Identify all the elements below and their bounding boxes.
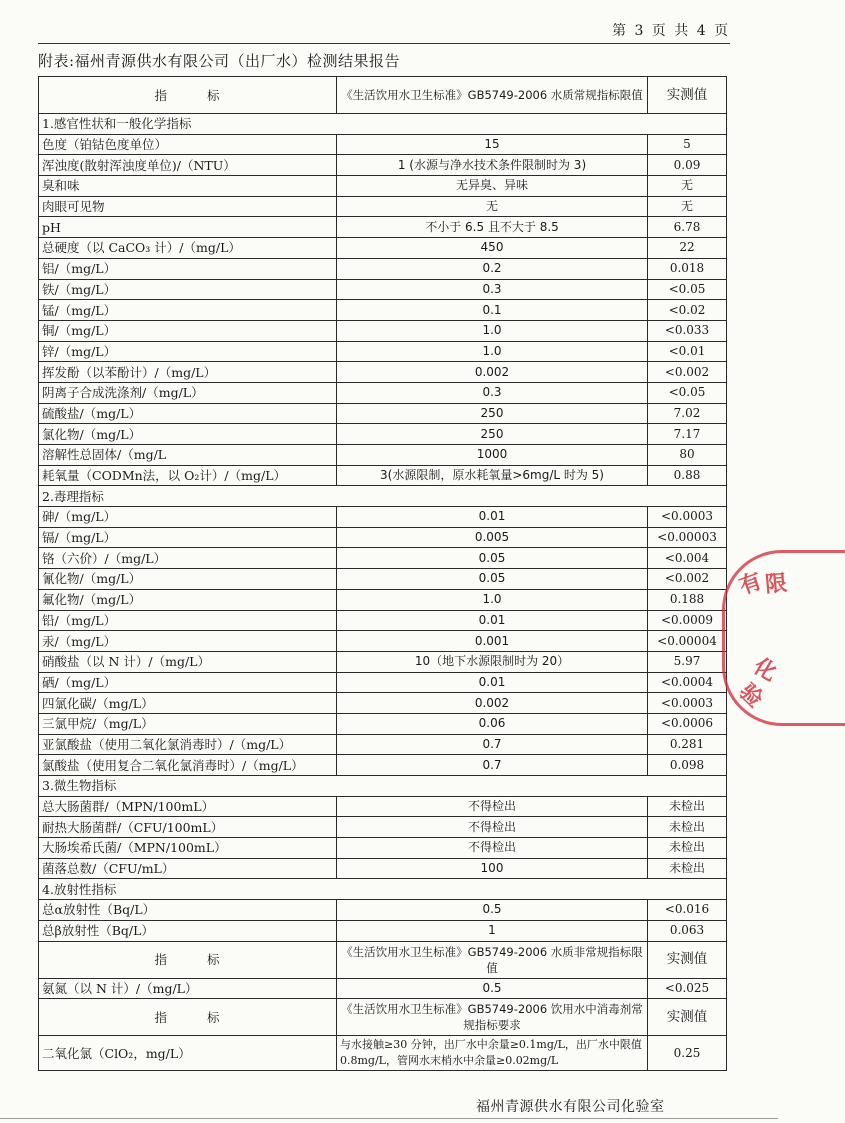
table-row <box>39 176 727 197</box>
limit-cell: 1.0 <box>337 320 648 341</box>
measured-cell: 5 <box>648 134 727 155</box>
indicator-cell: 氯化物/（mg/L） <box>39 424 337 445</box>
indicator-cell: 总硬度（以 CaCO₃ 计）/（mg/L） <box>39 238 337 259</box>
indicator-cell: 溶解性总固体/（mg/L <box>39 445 337 466</box>
limit-cell: 0.2 <box>337 258 648 279</box>
indicator-cell: 菌落总数/（CFU/mL） <box>39 858 337 879</box>
indicator-cell: 铜/（mg/L） <box>39 320 337 341</box>
indicator-cell: 四氯化碳/（mg/L） <box>39 693 337 714</box>
measured-cell: 未检出 <box>648 838 727 859</box>
table-row <box>39 465 727 486</box>
header-indicator: 指 标 <box>39 77 337 114</box>
limit-cell: 15 <box>337 134 648 155</box>
measured-cell: 6.78 <box>648 217 727 238</box>
limit-cell: 1 (水源与净水技术条件限制时为 3) <box>337 155 648 176</box>
indicator-cell: 指 标 <box>39 999 337 1036</box>
limit-cell: 250 <box>337 424 648 445</box>
table-row <box>39 796 727 817</box>
limit-cell: 0.1 <box>337 300 648 321</box>
measured-cell: <0.01 <box>648 341 727 362</box>
measured-cell: <0.05 <box>648 279 727 300</box>
indicator-cell: 色度（铂钴色度单位） <box>39 134 337 155</box>
limit-cell: 与水接触≥30 分钟，出厂水中余量≥0.1mg/L，出厂水中限值 0.8mg/L，管网水末梢水中余量≥0.02mg/L <box>337 1036 648 1071</box>
table-row <box>39 755 727 776</box>
table-header-row <box>39 77 727 114</box>
measured-cell: <0.00003 <box>648 527 727 548</box>
table-row <box>39 258 727 279</box>
measured-cell: <0.002 <box>648 569 727 590</box>
measured-cell: 实测值 <box>648 941 727 978</box>
measured-cell: 0.25 <box>648 1036 727 1071</box>
category-row <box>39 486 727 507</box>
limit-cell: 450 <box>337 238 648 259</box>
limit-cell: 0.7 <box>337 734 648 755</box>
limit-cell: 《生活饮用水卫生标准》GB5749-2006 水质非常规指标限值 <box>337 941 648 978</box>
table-row <box>39 238 727 259</box>
table-row <box>39 817 727 838</box>
limit-cell: 1.0 <box>337 341 648 362</box>
indicator-cell: 铝/（mg/L） <box>39 258 337 279</box>
measured-cell: <0.0003 <box>648 693 727 714</box>
measured-cell: 0.098 <box>648 755 727 776</box>
measured-cell: <0.00004 <box>648 631 727 652</box>
table-row <box>39 217 727 238</box>
indicator-cell: 铁/（mg/L） <box>39 279 337 300</box>
table-row <box>39 569 727 590</box>
indicator-cell: 总β放射性（Bq/L） <box>39 920 337 941</box>
limit-cell: 0.005 <box>337 527 648 548</box>
limit-cell: 0.3 <box>337 382 648 403</box>
table-row <box>39 978 727 999</box>
indicator-cell: 二氧化氯（ClO₂，mg/L） <box>39 1036 337 1071</box>
indicator-cell: 硒/（mg/L） <box>39 672 337 693</box>
results-table <box>38 76 727 1071</box>
measured-cell: 无 <box>648 176 727 197</box>
indicator-cell: 挥发酚（以苯酚计）/（mg/L） <box>39 362 337 383</box>
limit-cell: 1000 <box>337 445 648 466</box>
limit-cell: 0.002 <box>337 693 648 714</box>
measured-cell: 22 <box>648 238 727 259</box>
table-row <box>39 320 727 341</box>
category-row <box>39 114 727 135</box>
indicator-cell: 锌/（mg/L） <box>39 341 337 362</box>
table-row <box>39 589 727 610</box>
official-seal: 有 限 化 验 <box>722 550 845 726</box>
measured-cell: <0.033 <box>648 320 727 341</box>
indicator-cell: 氨氮（以 N 计）/（mg/L） <box>39 978 337 999</box>
limit-cell: 0.05 <box>337 548 648 569</box>
page-number: 第 3 页 共 4 页 <box>612 23 729 39</box>
table-row <box>39 713 727 734</box>
limit-cell: 不小于 6.5 且不大于 8.5 <box>337 217 648 238</box>
table-row <box>39 548 727 569</box>
category-label: 3.微生物指标 <box>39 776 727 797</box>
limit-cell: 《生活饮用水卫生标准》GB5749-2006 饮用水中消毒剂常规指标要求 <box>337 999 648 1036</box>
indicator-cell: 硫酸盐/（mg/L） <box>39 403 337 424</box>
measured-cell: 7.02 <box>648 403 727 424</box>
table-row <box>39 693 727 714</box>
category-label: 4.放射性指标 <box>39 879 727 900</box>
measured-cell: 未检出 <box>648 796 727 817</box>
limit-cell: 0.01 <box>337 610 648 631</box>
limit-cell: 1 <box>337 920 648 941</box>
measured-cell: 实测值 <box>648 999 727 1036</box>
footer-divider <box>0 1118 778 1119</box>
limit-cell: 无异臭、异味 <box>337 176 648 197</box>
table-row <box>39 631 727 652</box>
indicator-cell: 硝酸盐（以 N 计）/（mg/L） <box>39 651 337 672</box>
measured-cell: 0.063 <box>648 920 727 941</box>
table-row <box>39 196 727 217</box>
measured-cell: 0.281 <box>648 734 727 755</box>
limit-cell: 250 <box>337 403 648 424</box>
indicator-cell: 总α放射性（Bq/L） <box>39 900 337 921</box>
category-row <box>39 776 727 797</box>
indicator-cell: 耗氧量（CODMn法，以 O₂计）/（mg/L） <box>39 465 337 486</box>
limit-cell: 0.3 <box>337 279 648 300</box>
limit-cell: 不得检出 <box>337 838 648 859</box>
table-row <box>39 672 727 693</box>
limit-cell: 0.002 <box>337 362 648 383</box>
indicator-cell: 氟化物/（mg/L） <box>39 589 337 610</box>
measured-cell: 0.018 <box>648 258 727 279</box>
measured-cell: 未检出 <box>648 858 727 879</box>
measured-cell: <0.002 <box>648 362 727 383</box>
indicator-cell: 总大肠菌群/（MPN/100mL） <box>39 796 337 817</box>
measured-cell: <0.02 <box>648 300 727 321</box>
table-row <box>39 424 727 445</box>
header-measured: 实测值 <box>648 77 727 114</box>
measured-cell: <0.0003 <box>648 507 727 528</box>
category-label: 1.感官性状和一般化学指标 <box>39 114 727 135</box>
indicator-cell: 大肠埃希氏菌/（MPN/100mL） <box>39 838 337 859</box>
table-row <box>39 300 727 321</box>
measured-cell: <0.0004 <box>648 672 727 693</box>
limit-cell: 10（地下水源限制时为 20） <box>337 651 648 672</box>
lab-signature: 福州青源供水有限公司化验室 <box>476 1099 665 1115</box>
limit-cell: 1.0 <box>337 589 648 610</box>
header-divider <box>38 43 730 44</box>
measured-cell: 7.17 <box>648 424 727 445</box>
measured-cell: <0.025 <box>648 978 727 999</box>
table-row <box>39 610 727 631</box>
table-row <box>39 341 727 362</box>
category-row <box>39 879 727 900</box>
table-row <box>39 1036 727 1071</box>
table-row <box>39 445 727 466</box>
table-row <box>39 403 727 424</box>
measured-cell: 0.09 <box>648 155 727 176</box>
limit-cell: 3(水源限制，原水耗氧量>6mg/L 时为 5) <box>337 465 648 486</box>
table-row <box>39 155 727 176</box>
limit-cell: 0.001 <box>337 631 648 652</box>
limit-cell: 0.06 <box>337 713 648 734</box>
limit-cell: 不得检出 <box>337 796 648 817</box>
measured-cell: <0.0009 <box>648 610 727 631</box>
limit-cell: 0.5 <box>337 900 648 921</box>
indicator-cell: 氰化物/（mg/L） <box>39 569 337 590</box>
measured-cell: <0.016 <box>648 900 727 921</box>
measured-cell: 0.88 <box>648 465 727 486</box>
table-row <box>39 507 727 528</box>
table-row <box>39 134 727 155</box>
limit-cell: 0.5 <box>337 978 648 999</box>
indicator-cell: 铅/（mg/L） <box>39 610 337 631</box>
indicator-cell: 氯酸盐（使用复合二氧化氯消毒时）/（mg/L） <box>39 755 337 776</box>
limit-cell: 0.05 <box>337 569 648 590</box>
limit-cell: 0.01 <box>337 507 648 528</box>
limit-cell: 不得检出 <box>337 817 648 838</box>
limit-cell: 0.01 <box>337 672 648 693</box>
report-title: 附表:福州青源供水有限公司（出厂水）检测结果报告 <box>38 52 401 70</box>
indicator-cell: 臭和味 <box>39 176 337 197</box>
indicator-cell: 锰/（mg/L） <box>39 300 337 321</box>
indicator-cell: 阴离子合成洗涤剂/（mg/L） <box>39 382 337 403</box>
indicator-cell: 铬（六价）/（mg/L） <box>39 548 337 569</box>
limit-cell: 0.7 <box>337 755 648 776</box>
indicator-cell: 镉/（mg/L） <box>39 527 337 548</box>
header-standard: 《生活饮用水卫生标准》GB5749-2006 水质常规指标限值 <box>337 77 648 114</box>
table-row <box>39 527 727 548</box>
indicator-cell: 亚氯酸盐（使用二氧化氯消毒时）/（mg/L） <box>39 734 337 755</box>
measured-cell: 80 <box>648 445 727 466</box>
table-row <box>39 734 727 755</box>
indicator-cell: 三氯甲烷/（mg/L） <box>39 713 337 734</box>
measured-cell: <0.05 <box>648 382 727 403</box>
indicator-cell: 指 标 <box>39 941 337 978</box>
limit-cell: 无 <box>337 196 648 217</box>
measured-cell: 无 <box>648 196 727 217</box>
table-row <box>39 900 727 921</box>
table-row <box>39 382 727 403</box>
indicator-cell: 汞/（mg/L） <box>39 631 337 652</box>
indicator-cell: pH <box>39 217 337 238</box>
category-label: 2.毒理指标 <box>39 486 727 507</box>
table-row <box>39 651 727 672</box>
limit-cell: 100 <box>337 858 648 879</box>
section-header-row <box>39 941 727 978</box>
measured-cell: <0.0006 <box>648 713 727 734</box>
table-row <box>39 362 727 383</box>
indicator-cell: 砷/（mg/L） <box>39 507 337 528</box>
measured-cell: 未检出 <box>648 817 727 838</box>
measured-cell: 0.188 <box>648 589 727 610</box>
table-row <box>39 858 727 879</box>
indicator-cell: 浑浊度(散射浑浊度单位)/（NTU） <box>39 155 337 176</box>
table-row <box>39 838 727 859</box>
table-row <box>39 920 727 941</box>
measured-cell: <0.004 <box>648 548 727 569</box>
section-header-row <box>39 999 727 1036</box>
table-row <box>39 279 727 300</box>
indicator-cell: 肉眼可见物 <box>39 196 337 217</box>
measured-cell: 5.97 <box>648 651 727 672</box>
indicator-cell: 耐热大肠菌群/（CFU/100mL） <box>39 817 337 838</box>
